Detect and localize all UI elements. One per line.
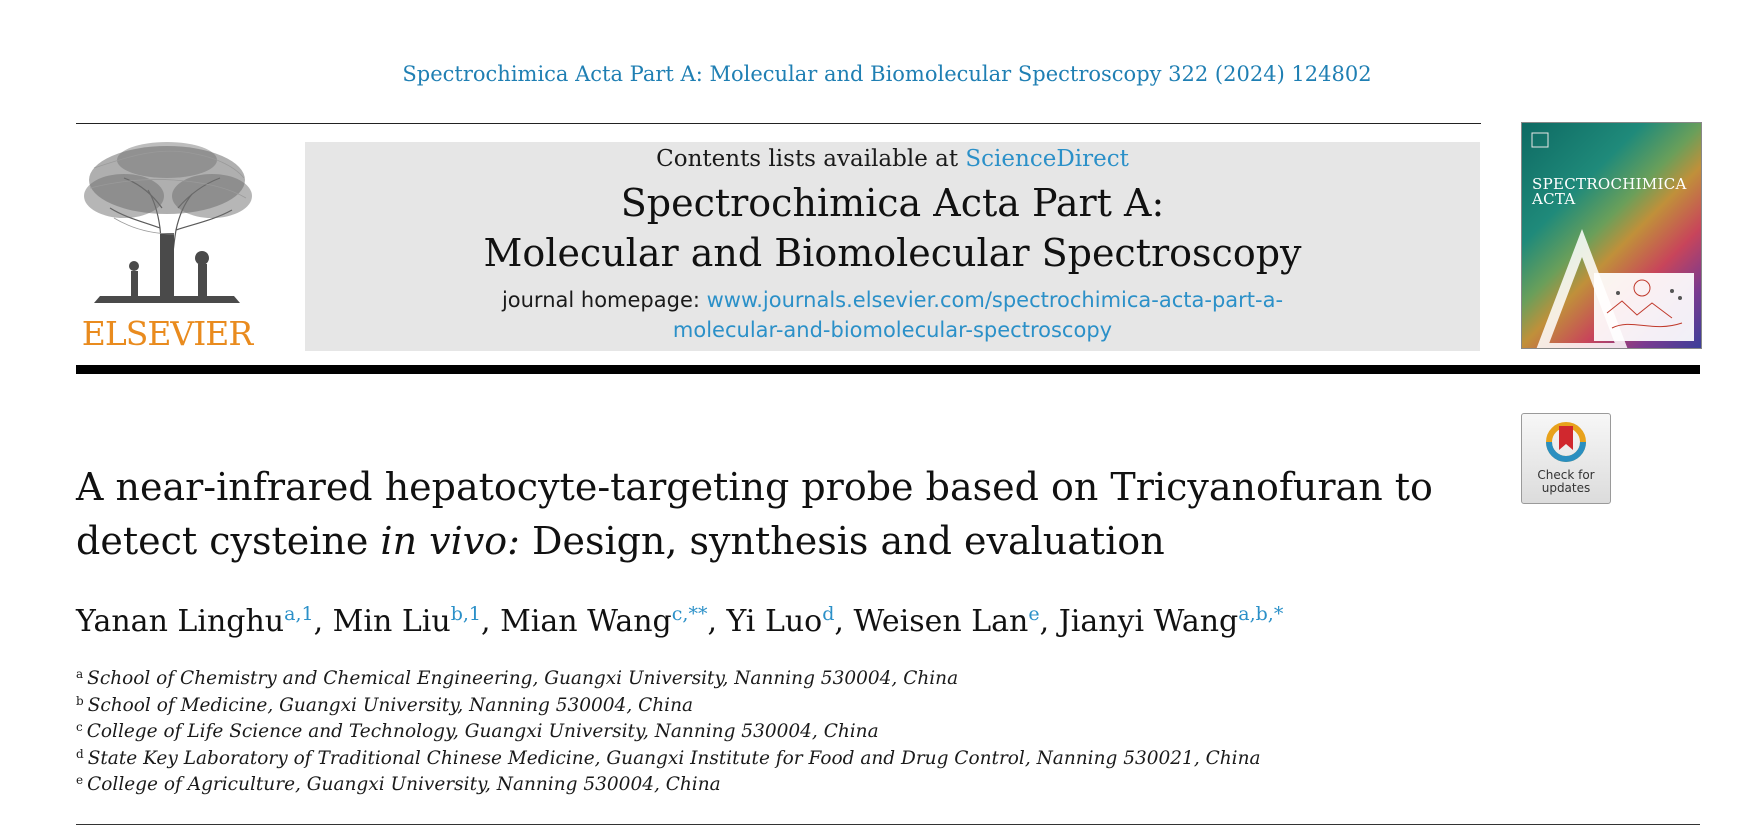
elsevier-tree-icon <box>74 138 260 308</box>
author-name[interactable]: Min Liu <box>332 604 451 639</box>
elsevier-wordmark: ELSEVIER <box>81 314 253 353</box>
title-italic: in vivo: <box>380 519 520 563</box>
affiliation-item <box>76 693 1476 720</box>
cover-title <box>1532 177 1687 207</box>
affiliation-item <box>76 772 1476 799</box>
journal-reference-link[interactable]: Spectrochimica Acta Part A: Molecular and Biomolecular Spectroscopy 322 (2024) 124802 <box>402 62 1372 86</box>
affiliation-item <box>76 666 1476 693</box>
check-for-updates-label <box>1522 469 1610 495</box>
affiliation-list <box>76 666 1476 799</box>
author-name[interactable]: Yi Luo <box>726 604 823 639</box>
affiliation-item <box>76 746 1476 773</box>
affiliation-mark: a <box>76 667 84 681</box>
journal-title-line2: Molecular and Biomolecular Spectroscopy <box>483 231 1302 275</box>
journal-homepage <box>305 285 1480 345</box>
title-part2: Design, synthesis and evaluation <box>519 519 1165 563</box>
author-list: Yanan Linghu$^{a,1}$, Min Liu$^{b,1}$, Mian Wang$^{c,**}$, Yi Luo$^d$, Weisen Lan$^e$, Jianyi Wang$^{a,b,*}$ <box>76 603 1284 639</box>
homepage-url-line2[interactable]: molecular-and-biomolecular-spectroscopy <box>672 318 1113 342</box>
sciencedirect-link[interactable]: ScienceDirect <box>965 146 1129 172</box>
author-name[interactable]: Mian Wang <box>500 604 672 639</box>
cover-graphic <box>1522 123 1701 348</box>
author-marks[interactable]: c,** <box>671 603 708 625</box>
author-marks[interactable]: b,1 <box>450 603 481 625</box>
journal-title-line1: Spectrochimica Acta Part A: <box>620 181 1165 225</box>
check-label-line2: updates <box>1541 481 1591 495</box>
bottom-divider <box>76 824 1700 825</box>
check-label-line1: Check for <box>1537 468 1595 482</box>
journal-cover-thumbnail[interactable] <box>1521 122 1702 349</box>
affiliation-item <box>76 719 1476 746</box>
affiliation-mark: b <box>76 693 84 708</box>
article-title <box>76 460 1496 568</box>
crossmark-icon <box>1544 420 1588 466</box>
homepage-url-line1[interactable]: www.journals.elsevier.com/spectrochimica-acta-part-a- <box>706 288 1284 312</box>
contents-line <box>305 142 1480 176</box>
elsevier-logo[interactable] <box>74 138 260 351</box>
author-name[interactable]: Jianyi Wang <box>1058 604 1239 639</box>
affiliation-mark: d <box>76 746 84 761</box>
journal-banner <box>305 142 1480 351</box>
cover-title-line1: SPECTROCHIMICA <box>1532 175 1687 193</box>
top-divider <box>76 123 1481 124</box>
affiliation-text: State Key Laboratory of Traditional Chinese Medicine, Guangxi Institute for Food and Drug Control, Nanning 530021, China <box>87 747 1261 769</box>
check-for-updates-button[interactable] <box>1521 413 1611 504</box>
affiliation-text: School of Medicine, Guangxi University, Nanning 530004, China <box>87 694 694 716</box>
contents-prefix: Contents lists available at <box>656 146 966 172</box>
affiliation-mark: c <box>76 720 83 734</box>
author-name[interactable]: Yanan Linghu <box>76 604 285 639</box>
cover-title-line2: ACTA <box>1532 190 1576 208</box>
author-marks[interactable]: e <box>1028 603 1040 625</box>
author-marks[interactable]: d <box>822 603 835 625</box>
affiliation-text: School of Chemistry and Chemical Engineering, Guangxi University, Nanning 530004, China <box>87 668 959 689</box>
header-thick-divider <box>76 365 1700 374</box>
author-name[interactable]: Weisen Lan <box>853 604 1029 639</box>
title-part1: A near-infrared hepatocyte-targeting probe based on Tricyanofuran to detect cysteine <box>76 465 1433 563</box>
affiliation-mark: e <box>76 773 84 787</box>
author-marks[interactable]: a,1 <box>284 603 314 625</box>
affiliation-text: College of Life Science and Technology, Guangxi University, Nanning 530004, China <box>86 721 879 742</box>
affiliation-text: College of Agriculture, Guangxi University, Nanning 530004, China <box>87 774 721 795</box>
author-marks[interactable]: a,b,* <box>1238 603 1284 625</box>
journal-title <box>305 178 1480 278</box>
homepage-prefix: journal homepage: <box>501 288 707 312</box>
